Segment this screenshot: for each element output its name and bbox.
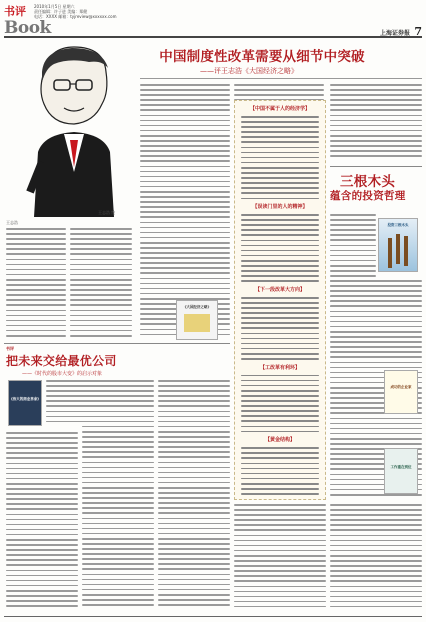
- article3-col-c: [330, 504, 422, 614]
- cover-2-title: 成功的企业家: [390, 385, 412, 389]
- article1-body-col-4: [330, 84, 422, 164]
- cover-3-title: 工作重在到位: [390, 465, 412, 469]
- cover-1-logs: [396, 234, 400, 264]
- article2-tag: 书评: [6, 346, 14, 351]
- author-name: 王志浩: [6, 220, 18, 225]
- article1-body-col-a: [70, 228, 132, 340]
- article1-subhead: ——评王志浩《大国经济之略》: [200, 67, 298, 75]
- sidebar-heading-1: 【中国不属于人的经济学】: [249, 106, 310, 112]
- page-number: 7: [414, 25, 422, 38]
- top-rule: [4, 36, 422, 38]
- article2-col-3: [82, 380, 154, 614]
- sidebar-heading-3: 【下一段改革大方向】: [254, 286, 305, 293]
- issue-date: 2010年1月5日 星期六: [34, 4, 75, 9]
- article2-title: 把未来交给最优公司: [6, 354, 117, 368]
- section-name: Book: [4, 18, 51, 38]
- article1-body-col-5: [234, 504, 326, 614]
- article2-top-rule: [4, 343, 230, 344]
- article1-sidebar: [234, 100, 326, 500]
- author-portrait-illustration: [14, 42, 134, 217]
- article2-col-2: [6, 432, 78, 614]
- article2-book-title: 《伟大的商业革命》: [9, 397, 41, 401]
- section-mark: 书评: [4, 5, 26, 18]
- paper-name: 上海证券报: [379, 30, 410, 37]
- article3-book-cover-2: [384, 370, 418, 414]
- masthead: [4, 3, 422, 38]
- article3-book-cover-1: [378, 218, 418, 272]
- article1-intro-column: [6, 220, 66, 340]
- editors: 责任编辑：许子进 美编：郑健: [34, 9, 88, 14]
- article3-title-line2: 蕴含的投资哲理: [330, 190, 406, 202]
- sidebar-heading-2: 【误读门里的人的精神】: [252, 204, 308, 211]
- sidebar-heading-5: 【黄金结构】: [264, 437, 295, 444]
- article3-title-line1: 三根木头: [340, 174, 396, 190]
- article3-top-rule: [330, 166, 422, 167]
- book-info-label: 《大国经济之略》: [183, 305, 211, 309]
- illustration-credit: 王志浩 绘: [98, 210, 116, 215]
- issue-info: [34, 4, 184, 19]
- bottom-rule: [4, 616, 422, 617]
- headline-rule: [140, 78, 422, 79]
- article2-subhead: ——《时代的股市大变》的启示对象: [22, 371, 103, 377]
- contact: 电话：XXXX 邮箱：tyjreview@xxxxxx.com: [34, 14, 117, 19]
- sidebar-heading-4: 【工改革有利环】: [259, 364, 300, 371]
- book-cover-art: [184, 314, 210, 332]
- article1-headline: 中国制度性改革需要从细节中突破: [159, 49, 365, 65]
- cover-1-title: 投资三根木头: [387, 223, 409, 227]
- article1-book-cover: [176, 300, 218, 340]
- article3-book-cover-3: [384, 448, 418, 494]
- article2-col-4: [158, 380, 230, 614]
- article2-book-cover: [8, 380, 42, 426]
